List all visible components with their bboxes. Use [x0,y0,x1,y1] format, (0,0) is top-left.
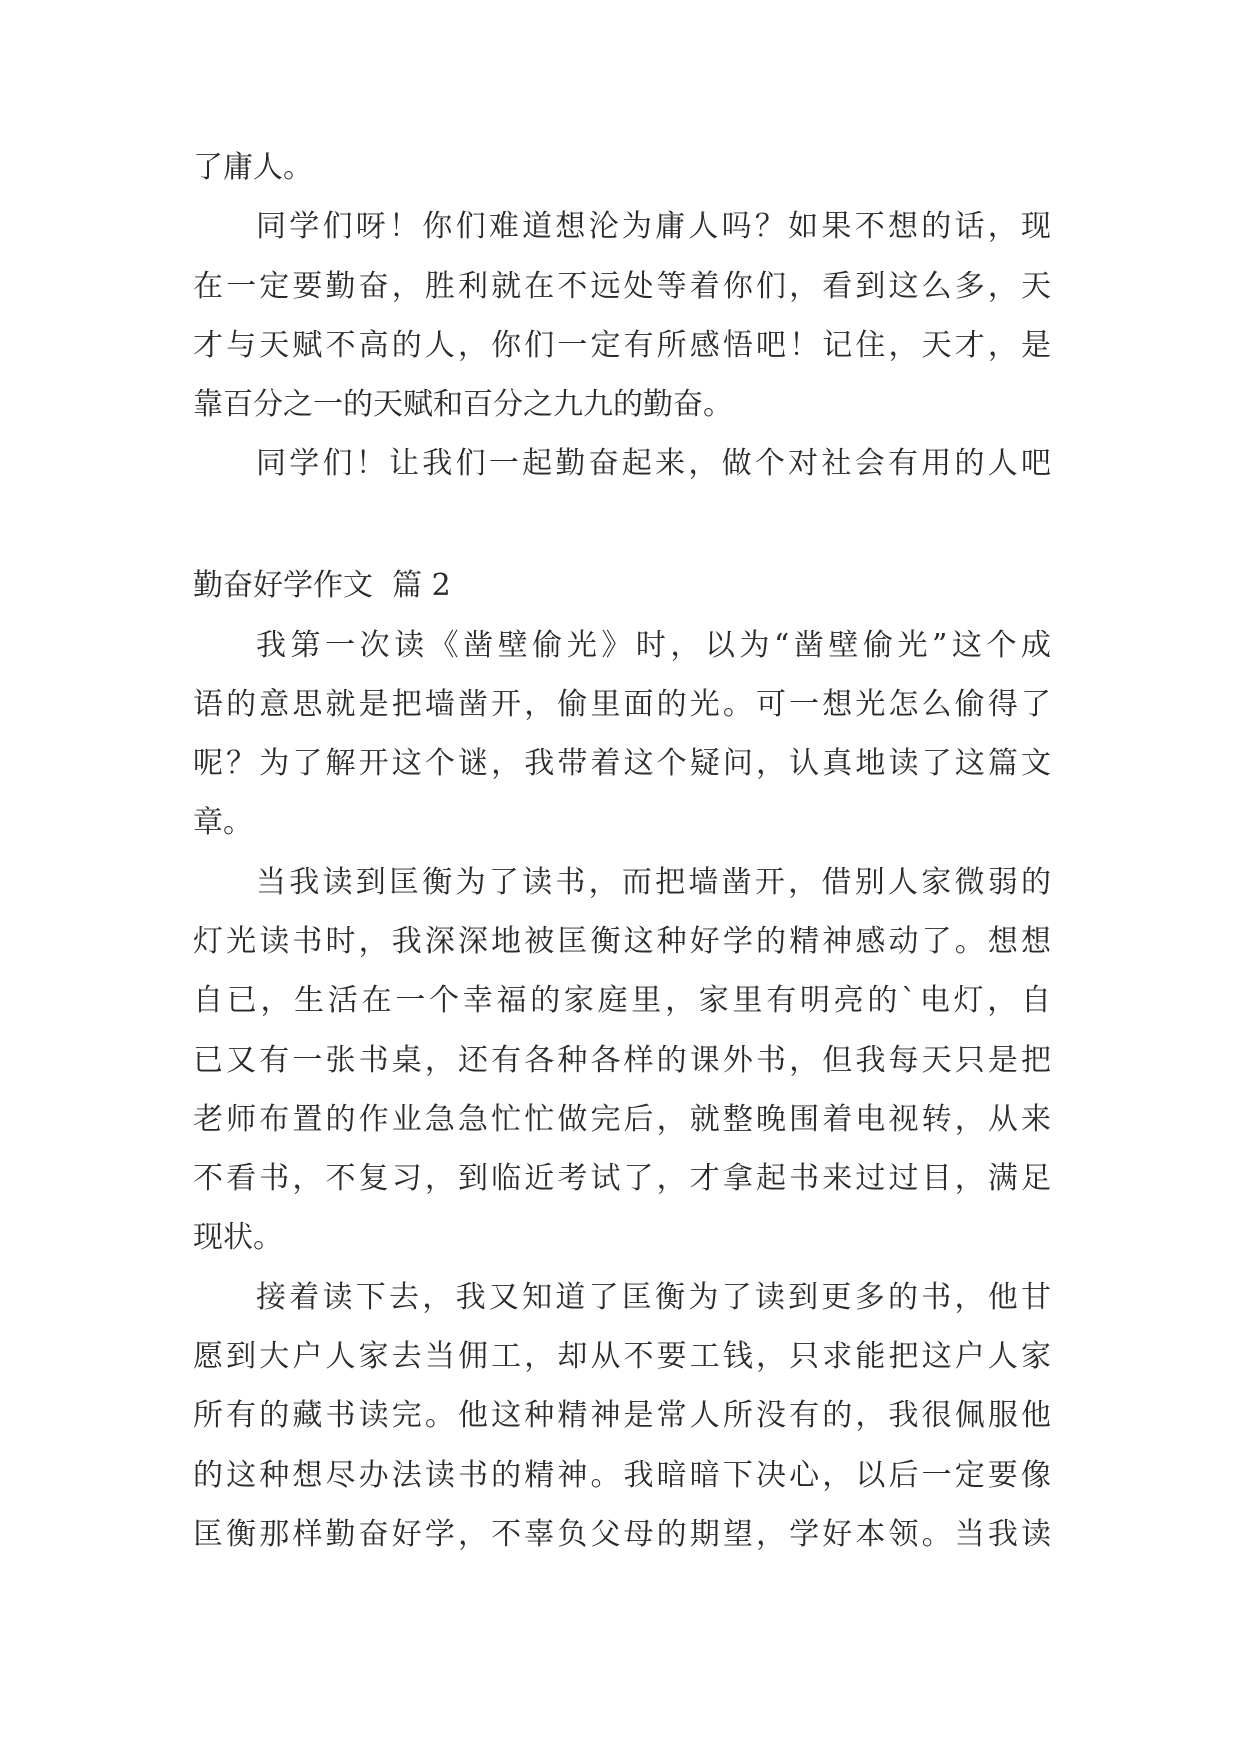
section-heading: 勤奋好学作文 篇 2 [193,568,451,603]
paragraph-line: 我第一次读《凿壁偷光》时，以为“凿壁偷光”这个成 [256,628,1051,663]
paragraph-line: 呢？为了解开这个谜，我带着这个疑问，认真地读了这篇文 [193,746,1051,781]
paragraph-line: 的这种想尽办法读书的精神。我暗暗下决心，以后一定要像 [193,1458,1051,1493]
paragraph-line: 灯光读书时，我深深地被匡衡这种好学的精神感动了。想想 [193,924,1051,959]
paragraph-line: 接着读下去，我又知道了匡衡为了读到更多的书，他甘 [256,1280,1051,1315]
paragraph-line: 愿到大户人家去当佣工，却从不要工钱，只求能把这户人家 [193,1339,1051,1374]
paragraph-line: 自已，生活在一个幸福的家庭里，家里有明亮的`电灯，自 [193,983,1051,1018]
paragraph-line: 语的意思就是把墙凿开，偷里面的光。可一想光怎么偷得了 [193,687,1051,722]
paragraph-line: 在一定要勤奋，胜利就在不远处等着你们，看到这么多，天 [193,269,1051,304]
paragraph-line: 章。 [193,805,253,840]
paragraph-line: 当我读到匡衡为了读书，而把墙凿开，借别人家微弱的 [256,865,1051,900]
paragraph-line: 才与天赋不高的人，你们一定有所感悟吧！记住，天才，是 [193,328,1051,363]
paragraph-line: 现状。 [193,1220,283,1255]
paragraph-line: 匡衡那样勤奋好学，不辜负父母的期望，学好本领。当我读 [193,1517,1051,1552]
paragraph-line: 所有的藏书读完。他这种精神是常人所没有的，我很佩服他 [193,1398,1051,1433]
paragraph-line: 老师布置的作业急急忙忙做完后，就整晚围着电视转，从来 [193,1102,1051,1137]
paragraph-line: 已又有一张书桌，还有各种各样的课外书，但我每天只是把 [193,1043,1051,1078]
paragraph-line: 同学们呀！你们难道想沦为庸人吗？如果不想的话，现 [256,209,1051,244]
paragraph-line: 同学们！让我们一起勤奋起来，做个对社会有用的人吧 [256,446,1051,481]
paragraph-line: 不看书，不复习，到临近考试了，才拿起书来过过目，满足 [193,1161,1051,1196]
paragraph-line: 了庸人。 [193,150,313,185]
paragraph-line: 靠百分之一的天赋和百分之九九的勤奋。 [193,387,733,422]
